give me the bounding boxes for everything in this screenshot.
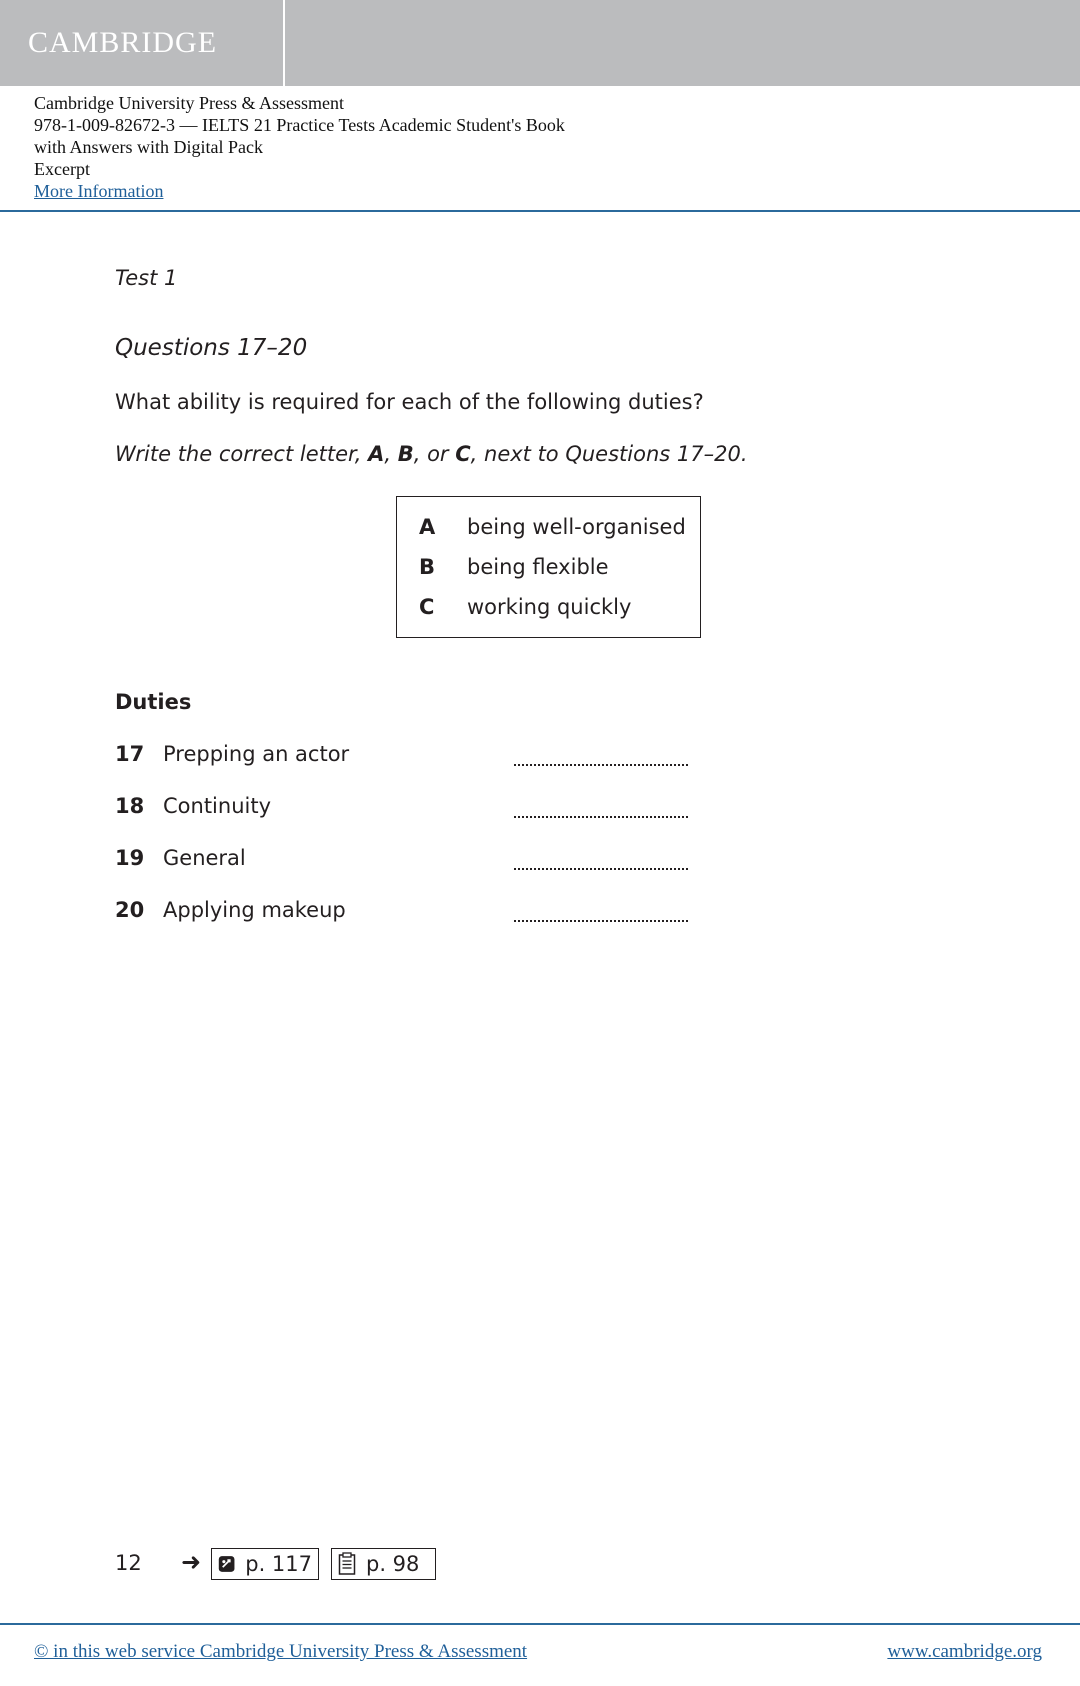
bottom-divider (0, 1623, 1080, 1625)
answer-blank[interactable] (514, 868, 688, 870)
audio-script-icon (218, 1553, 235, 1575)
publication-info (34, 92, 565, 202)
excerpt-label: Excerpt (34, 159, 90, 179)
duties-heading: Duties (115, 690, 192, 714)
answer-blank[interactable] (514, 764, 688, 766)
answer-key-reference[interactable] (331, 1548, 436, 1580)
copyright-link[interactable]: © in this web service Cambridge University Press & Assessment (34, 1641, 528, 1662)
header-banner (0, 0, 1080, 86)
duty-item (115, 898, 915, 928)
question-number: 20 (115, 898, 145, 922)
logo-panel (0, 0, 285, 86)
answer-key-page: p. 98 (366, 1552, 420, 1576)
page-number: 12 (115, 1551, 142, 1575)
publisher-name: Cambridge University Press & Assessment (34, 93, 344, 113)
question-number: 17 (115, 742, 145, 766)
answer-blank[interactable] (514, 816, 688, 818)
book-title-line1: 978-1-009-82672-3 — IELTS 21 Practice Tests Academic Student's Book (34, 115, 565, 135)
question-text: What ability is required for each of the following duties? (115, 390, 704, 414)
more-information-link[interactable]: More Information (34, 181, 164, 201)
option-c: C working quickly (419, 595, 632, 619)
option-a: A being well-organised (419, 515, 686, 539)
audio-script-page: p. 117 (245, 1552, 312, 1576)
test-label: Test 1 (115, 266, 178, 290)
duty-text: Prepping an actor (163, 742, 350, 766)
duty-item (115, 794, 915, 824)
duty-item (115, 846, 915, 876)
audio-script-reference[interactable] (211, 1548, 319, 1580)
options-box (396, 496, 701, 638)
option-b: B being flexible (419, 555, 609, 579)
duty-item (115, 742, 915, 772)
instruction-text: Write the correct letter, A, B, or C, next to Questions 17–20. (115, 442, 748, 466)
questions-heading: Questions 17–20 (115, 335, 308, 361)
duty-text: General (163, 846, 246, 870)
top-divider (0, 210, 1080, 212)
duty-text: Continuity (163, 794, 272, 818)
question-number: 18 (115, 794, 145, 818)
arrow-right-icon: ➜ (181, 1548, 202, 1576)
question-number: 19 (115, 846, 145, 870)
duty-text: Applying makeup (163, 898, 346, 922)
book-title-line2: with Answers with Digital Pack (34, 137, 263, 157)
website-link[interactable]: www.cambridge.org (887, 1641, 1042, 1662)
cambridge-logo: CAMBRIDGE (28, 26, 218, 59)
answer-key-icon (338, 1552, 356, 1576)
answer-blank[interactable] (514, 920, 688, 922)
